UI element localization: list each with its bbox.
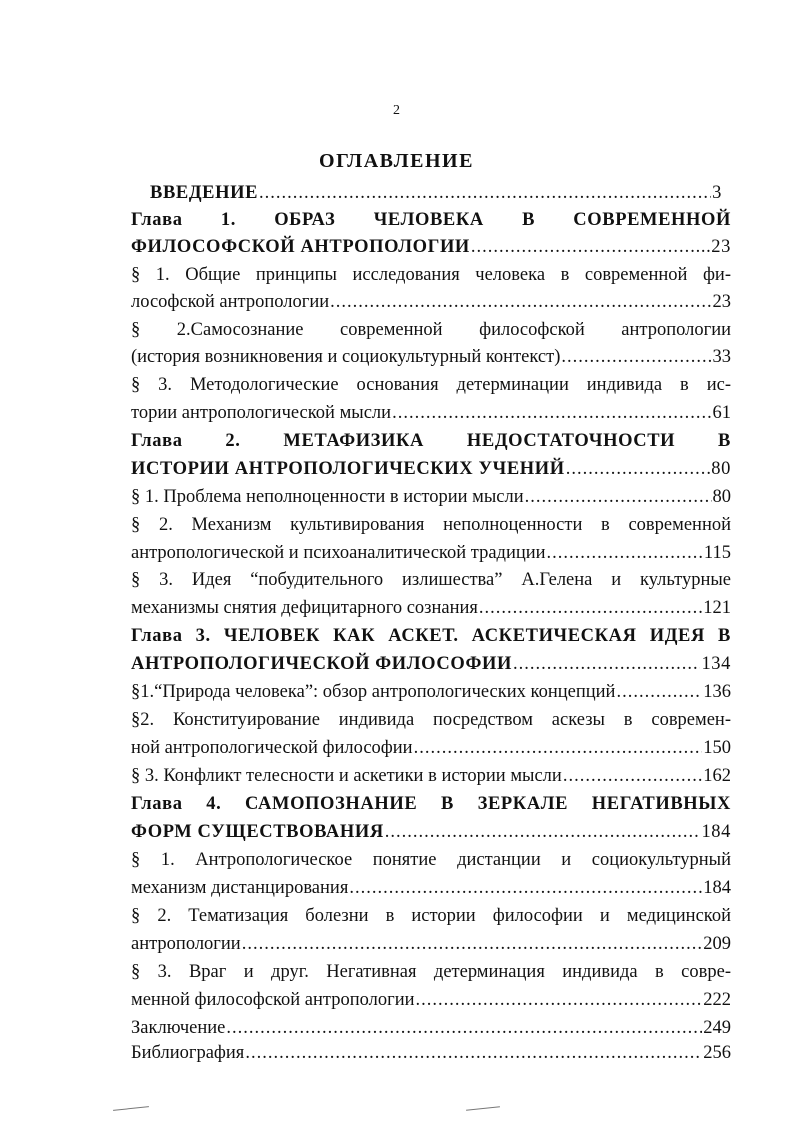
dot-leader [513, 651, 700, 677]
page-number: 2 [393, 103, 400, 118]
section-3-1[interactable] [131, 679, 731, 705]
entry-page: 121 [703, 598, 731, 618]
entry-page: 136 [703, 682, 731, 702]
entry-text: антропологической и психоаналитической традиции [131, 543, 546, 563]
dot-leader [547, 540, 703, 566]
toc-entry-conclusion[interactable] [131, 1015, 731, 1041]
chapter-1-heading[interactable]: Глава 1. ОБРАЗ ЧЕЛОВЕКА В СОВРЕМЕННОЙ [131, 210, 731, 230]
dot-leader [563, 763, 702, 789]
dot-leader [566, 456, 711, 482]
dot-leader [561, 344, 711, 370]
section-2-2[interactable]: § 2. Механизм культивирования неполноценности в современной [131, 515, 731, 535]
dot-leader [349, 875, 702, 901]
section-4-2[interactable]: § 2. Тематизация болезни в истории философии и медицинской [131, 906, 731, 926]
scan-mark [466, 1106, 500, 1111]
toc-entry-intro[interactable] [150, 180, 722, 206]
dot-leader [259, 180, 711, 206]
entry-text: АНТРОПОЛОГИЧЕСКОЙ ФИЛОСОФИИ [131, 654, 513, 674]
dot-leader [414, 735, 703, 761]
dot-leader [525, 484, 712, 510]
section-4-1-cont[interactable] [131, 875, 731, 901]
entry-text: §1.“Природа человека”: обзор антропологических концепций [131, 682, 616, 702]
dot-leader [616, 679, 702, 705]
section-1-2-cont[interactable] [131, 344, 731, 370]
dot-leader [385, 819, 701, 845]
toc-entry-bibliography[interactable] [131, 1040, 731, 1066]
entry-page: 184 [703, 878, 731, 898]
entry-text: механизм дистанцирования [131, 878, 349, 898]
section-3-3[interactable] [131, 763, 731, 789]
section-1-1[interactable]: § 1. Общие принципы исследования человека в современной фи- [131, 265, 731, 285]
toc-title: ОГЛАВЛЕНИЕ [319, 150, 474, 172]
section-1-3[interactable]: § 3. Методологические основания детерминации индивида в ис- [131, 375, 731, 395]
chapter-2-heading-cont[interactable] [131, 456, 731, 482]
chapter-4-heading[interactable]: Глава 4. САМОПОЗНАНИЕ В ЗЕРКАЛЕ НЕГАТИВНЫХ [131, 794, 731, 814]
dot-leader [479, 595, 702, 621]
section-1-2[interactable]: § 2.Самосознание современной философской антропологии [131, 320, 731, 340]
entry-page: 3 [712, 183, 722, 203]
entry-text: антропологии [131, 934, 241, 954]
entry-text: Заключение [131, 1018, 226, 1038]
scan-mark [113, 1106, 149, 1111]
chapter-3-heading[interactable]: Глава 3. ЧЕЛОВЕК КАК АСКЕТ. АСКЕТИЧЕСКАЯ ИДЕЯ В [131, 626, 731, 646]
entry-text: ФОРМ СУЩЕСТВОВАНИЯ [131, 822, 384, 842]
entry-page: 80 [712, 487, 731, 507]
dot-leader [471, 234, 695, 260]
dot-leader [416, 987, 703, 1013]
entry-page: 162 [703, 766, 731, 786]
entry-text: механизмы снятия дефицитарного сознания [131, 598, 478, 618]
entry-page: 256 [703, 1043, 731, 1063]
entry-text: ИСТОРИИ АНТРОПОЛОГИЧЕСКИХ УЧЕНИЙ [131, 459, 565, 479]
dot-leader [245, 1040, 702, 1066]
entry-page: 249 [703, 1018, 731, 1038]
entry-page: 33 [712, 347, 731, 367]
section-4-3-cont[interactable] [131, 987, 731, 1013]
dot-leader [226, 1015, 702, 1041]
entry-page: 222 [703, 990, 731, 1010]
entry-page: 209 [703, 934, 731, 954]
dot-leader [242, 931, 703, 957]
entry-text: лософской антропологии [131, 292, 330, 312]
section-2-2-cont[interactable] [131, 540, 731, 566]
section-4-2-cont[interactable] [131, 931, 731, 957]
dot-leader [392, 400, 711, 426]
chapter-2-heading[interactable]: Глава 2. МЕТАФИЗИКА НЕДОСТАТОЧНОСТИ В [131, 431, 731, 451]
dot-leader [330, 289, 711, 315]
section-4-1[interactable]: § 1. Антропологическое понятие дистанции и социокультурный [131, 850, 731, 870]
section-4-3[interactable]: § 3. Враг и друг. Негативная детерминация индивида в совре- [131, 962, 731, 982]
entry-page: 115 [703, 543, 731, 563]
section-3-2[interactable]: §2. Конституирование индивида посредством аскезы в современ- [131, 710, 731, 730]
chapter-1-heading-cont[interactable] [131, 234, 731, 260]
entry-page: 150 [703, 738, 731, 758]
chapter-3-heading-cont[interactable] [131, 651, 731, 677]
entry-text: ВВЕДЕНИЕ [150, 183, 259, 203]
entry-text: ной антропологической философии [131, 738, 413, 758]
section-1-1-cont[interactable] [131, 289, 731, 315]
entry-text: § 3. Конфликт телесности и аскетики в истории мысли [131, 766, 562, 786]
section-2-3[interactable]: § 3. Идея “побудительного излишества” А.Гелена и культурные [131, 570, 731, 590]
entry-page: 134 [701, 654, 731, 674]
entry-text: тории антропологической мысли [131, 403, 392, 423]
entry-page: 61 [712, 403, 731, 423]
entry-page: ...23 [695, 237, 731, 257]
entry-page: 23 [712, 292, 731, 312]
entry-text: менной философской антропологии [131, 990, 415, 1010]
section-2-1[interactable] [131, 484, 731, 510]
chapter-4-heading-cont[interactable] [131, 819, 731, 845]
entry-text: ФИЛОСОФСКОЙ АНТРОПОЛОГИИ [131, 237, 470, 257]
entry-text: (история возникновения и социокультурный контекст) [131, 347, 561, 367]
entry-text: Библиография [131, 1043, 245, 1063]
entry-page: 184 [701, 822, 731, 842]
entry-page: 80 [711, 459, 731, 479]
section-2-3-cont[interactable] [131, 595, 731, 621]
section-1-3-cont[interactable] [131, 400, 731, 426]
entry-text: § 1. Проблема неполноценности в истории мысли [131, 487, 524, 507]
section-3-2-cont[interactable] [131, 735, 731, 761]
